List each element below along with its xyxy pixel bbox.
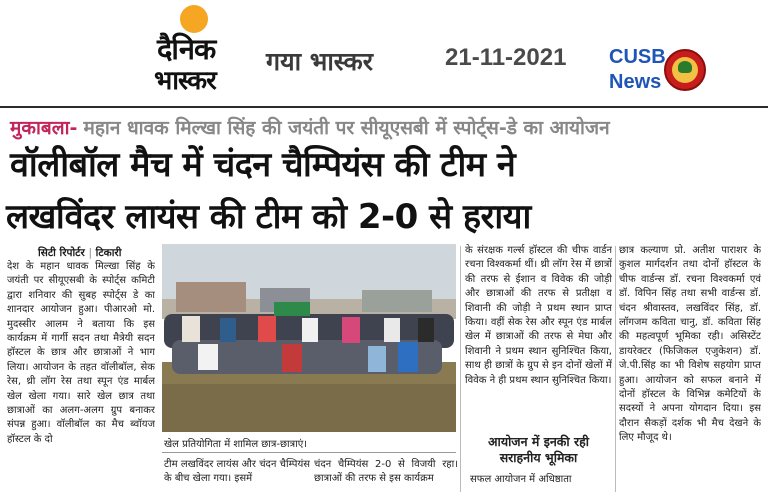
article-column-4: छात्र कल्याण प्रो. अतीश पाराशर के कुशल मार्गदर्शन तथा दोनों हॉस्टल के चीफ वार्डन्स डॉ. रचना विश्वकर्मा एवं डॉ. विपिन सिंह तथा सभी वार्डन्स डॉ. चंदन श्रीवास्तव, लखविंदर सिंह, डॉ. लॉगजम कविता चानु, डॉ. कविता सिंह की महत्वपूर्ण भूमिका रही। असिस्टेंट डायरेक्टर (फिजिकल एजुकेशन) डॉ. जे.पी.सिंह का भी विशेष सहयोग प्राप्त हुआ। आयोजन को सफल बनाने में दोनों हॉस्टल के विभिन्न कमेटियों के सदस्यों ने अपना योगदान दिया। इस दौरान सैकड़ों दर्शक भी मैच देखने के लिए मौजूद थे। (619, 245, 761, 444)
column-divider-2 (615, 246, 616, 492)
headline-line2: लखविंदर लायंस की टीम को 2-0 से हराया (6, 197, 531, 237)
photo-caption: खेल प्रतियोगिता में शामिल छात्र-छात्राएं। (164, 439, 308, 450)
article-column-3-continued: सफल आयोजन में अधिष्ठाता (470, 474, 572, 485)
masthead-divider (0, 106, 768, 108)
logo-sun-icon (180, 5, 208, 33)
source-label: CUSB (609, 46, 666, 68)
article-column-2-text-continued: चंदन चैम्पियंस 2-0 से विजयी रहा। छात्राओं की तरफ से इस कार्यक्रम (314, 459, 458, 485)
publication-date: 21-11-2021 (445, 44, 567, 71)
newspaper-logo-line2: भास्कर (154, 66, 216, 96)
subheading-line1: आयोजन में इनकी रही (488, 434, 589, 449)
kicker-separator: - (69, 117, 78, 139)
kicker-text: महान धावक मिल्खा सिंह की जयंती पर सीयूएसबी में स्पोर्ट्स-डे का आयोजन (83, 117, 610, 139)
article-column-2-text: टीम लखविंदर लायंस और चंदन चैम्पियंस के बीच खेला गया। इसमें (164, 459, 310, 485)
edition-name: गया भास्कर (266, 47, 373, 76)
byline (38, 246, 121, 260)
seal-tree-icon (678, 61, 692, 73)
article-column-1: देश के महान धावक मिल्खा सिंह के जयंती पर सीयूएसबी के स्पोर्ट्स कमिटी द्वारा शनिवार की सुबह स्पोर्ट्स डे का शानदार आयोजन हुआ। पीआरओ मो. मुदस्सीर आलम ने बताया कि इस कार्यक्रम में गार्गी सदन तथा मैत्रेयी सदन हॉस्टल के छात्र और छात्राओं ने भाग लिया। आयोजन के तहत वॉलीबॉल, सेक रेस, थ्री लॉग रेस तथा स्पून एंड मार्बल खेल खेला गया। सारे खेल छात्र तथा छात्राओं का अलग-अलग ग्रुप बनाकर संपन्न हुआ। वॉलीबॉल का मैच ब्वॉयज हॉस्टल के दो (7, 261, 155, 445)
article-column-3: के संरक्षक गर्ल्स हॉस्टल की चीफ वार्डन रचना विश्वकर्मा थीं। थ्री लॉग रेस में छात्रों की तरफ से ईशान व विवेक की जोड़ी और छात्राओं की तरफ से प्रतीक्षा व शिवानी की जोड़ी ने प्रथम स्थान प्राप्त किया। वहीं सेक रेस और स्पून एंड मार्बल खेल में छात्राओं की तरफ से मेघा और शिवानी ने प्रथम स्थान सुनिश्चित किया, साथ ही छात्रों के ग्रुप से इन दोनों खेलों में विवेक ने ही प्रथम स्थान सुनिश्चित किया। (465, 245, 612, 386)
subheading (465, 434, 612, 466)
headline-line1: वॉलीबॉल मैच में चंदन चैम्पियंस की टीम ने (10, 145, 516, 185)
group-photo (162, 244, 456, 432)
kicker-label: मुकाबला (10, 117, 70, 139)
byline-reporter: सिटी रिपोर्टर (38, 247, 85, 259)
subheading-line2: सराहनीय भूमिका (499, 450, 578, 465)
article-kicker (10, 114, 610, 140)
newspaper-logo-line1: दैनिक (157, 32, 216, 66)
column-divider (460, 246, 461, 492)
byline-place: टिकारी (95, 247, 122, 259)
byline-separator: | (88, 247, 92, 259)
caption-divider (162, 452, 456, 453)
source-label-news: News (609, 71, 662, 93)
